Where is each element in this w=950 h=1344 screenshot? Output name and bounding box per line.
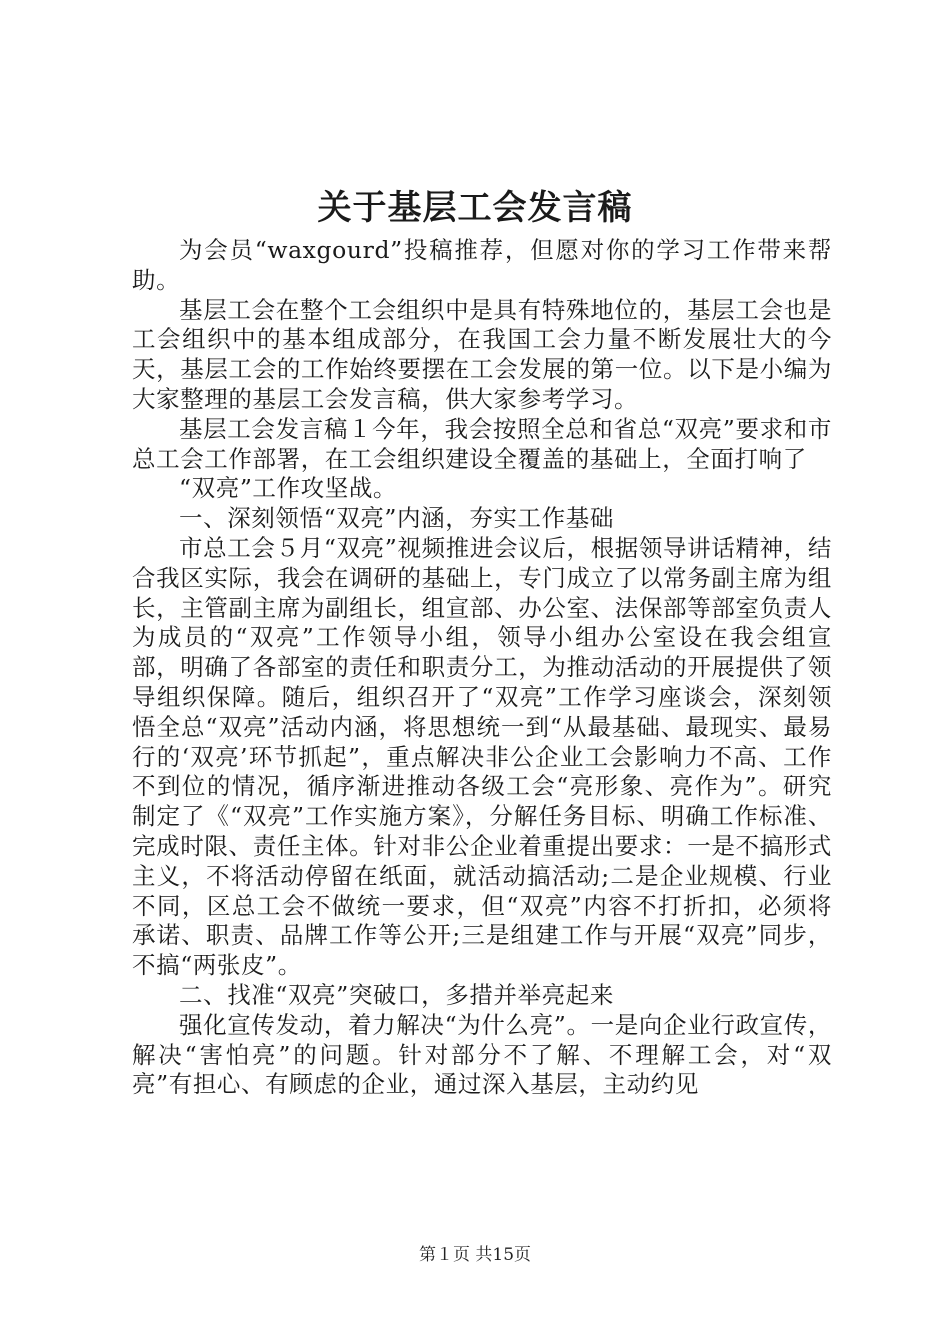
paragraph: 基层工会在整个工会组织中是具有特殊地位的，基层工会也是工会组织中的基本组成部分，在我国工会力量不断发展壮大的今天，基层工会的工作始终要摆在工会发展的第一位。以下是小编为大家整理的基层工会发言稿，供大家参考学习。 (132, 295, 832, 413)
document-title: 关于基层工会发言稿 (317, 188, 633, 228)
paragraph: 为会员“waxgourd”投稿推荐，但愿对你的学习工作带来帮助。 (132, 236, 832, 294)
paragraph: 市总工会５月“双亮”视频推进会议后，根据领导讲话精神，结合我区实际，我会在调研的基础上，专门成立了以常务副主席为组长，主管副主席为副组长，组宣部、办公室、法保部等部室负责人为成员的“双亮”工作领导小组，领导小组办公室设在我会组宣部，明确了各部室的责任和职责分工，为推动活动的开展提供了领导组织保障。随后，组织召开了“双亮”工作学习座谈会，深刻领悟全总“双亮”活动内涵，将思想统一到“从最基础、最现实、最易行的‘双亮’环节抓起”，重点解决非公企业工会影响力不高、工作不到位的情况，循序渐进推动各级工会“亮形象、亮作为”。研究制定了《“双亮”工作实施方案》，分解任务目标、明确工作标准、完成时限、责任主体。针对非公企业着重提出要求：一是不搞形式主义，不将活动停留在纸面，就活动搞活动;二是企业规模、行业不同，区总工会不做统一要求，但“双亮”内容不打折扣，必须将承诺、职责、品牌工作等公开;三是组建工作与开展“双亮”同步，不搞“两张皮”。 (132, 533, 832, 980)
section-heading: 一、深刻领悟“双亮”内涵，夯实工作基础 (179, 504, 614, 533)
paragraph: “双亮”工作攻坚战。 (179, 474, 398, 503)
paragraph: 强化宣传发动，着力解决“为什么亮”。一是向企业行政宣传，解决“害怕亮”的问题。针对部分不了解、不理解工会，对“双亮”有担心、有顾虑的企业，通过深入基层，主动约见 (132, 1010, 832, 1099)
section-heading: 二、找准“双亮”突破口，多措并举亮起来 (179, 980, 614, 1009)
paragraph: 基层工会发言稿１今年，我会按照全总和省总“双亮”要求和市总工会工作部署，在工会组织建设全覆盖的基础上，全面打响了 (132, 414, 832, 473)
page-number-footer: 第１页 共15页 (418, 1245, 532, 1265)
document-body (132, 236, 832, 1100)
